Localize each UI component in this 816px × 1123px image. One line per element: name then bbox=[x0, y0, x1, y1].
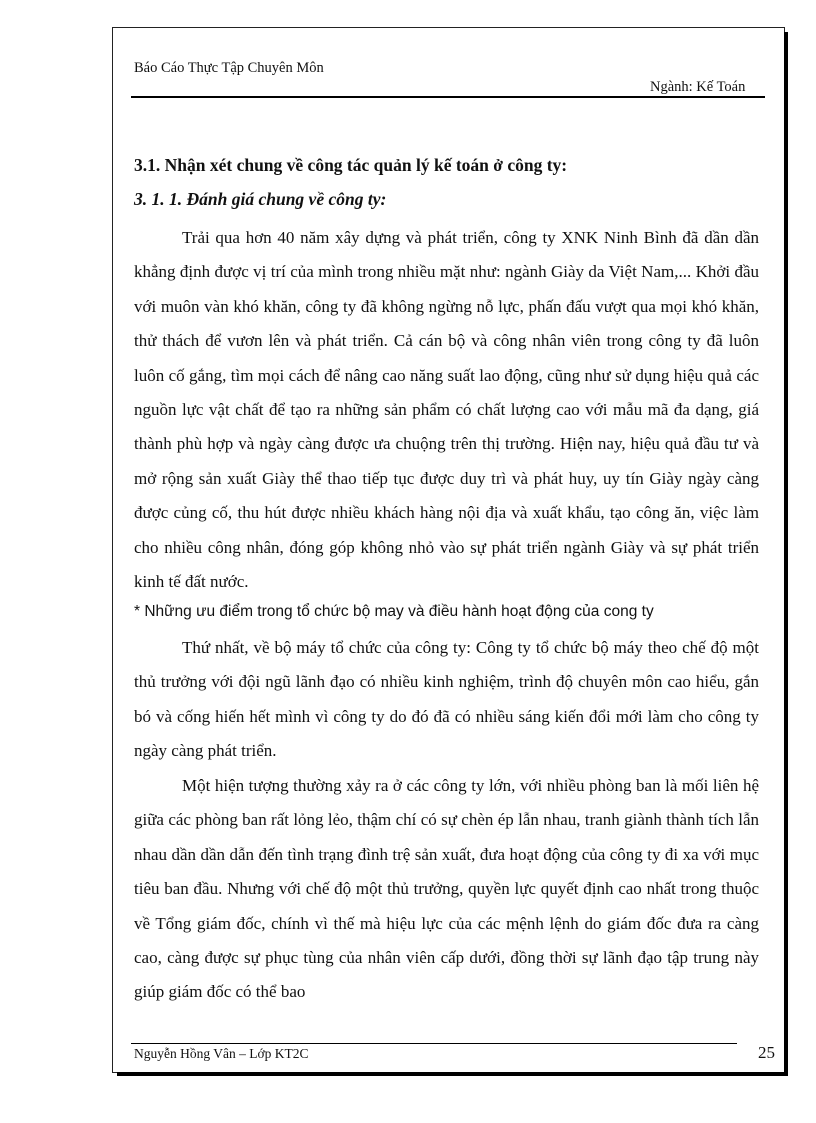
section-heading: 3.1. Nhận xét chung về công tác quản lý kế toán ở công ty: bbox=[134, 155, 568, 175]
paragraph-overview: Trải qua hơn 40 năm xây dựng và phát triển, công ty XNK Ninh Bình đã dần dần khẳng định được vị trí của mình trong nhiều mặt như: ngành Giày da Việt Nam,... Khởi đầu với muôn vàn khó khăn, công ty đã không ngừng nỗ lực, phấn đấu vượt qua mọi khó khăn, thử thách để vươn lên và phát triển. Cả cán bộ và công nhân viên trong công ty đã luôn luôn cố gắng, tìm mọi cách để nâng cao năng suất lao động, cũng như sử dụng hiệu quả các nguồn lực vật chất để tạo ra những sản phẩm có chất lượng cao với mẫu mã đa dạng, giá thành phù hợp và ngày càng được ưa chuộng trên thị trường. Hiện nay, hiệu quả đầu tư và mở rộng sản xuất Giày thể thao tiếp tục được duy trì và phát huy, uy tín Giày ngày càng được củng cố, thu hút được nhiều khách hàng nội địa và xuất khẩu, tạo công ăn, việc làm cho nhiều công nhân, đóng góp không nhỏ vào sự phát triển ngành Giày và sự phát triển kinh tế đất nước. bbox=[134, 228, 759, 592]
footer-author: Nguyễn Hồng Vân – Lớp KT2C bbox=[134, 1046, 309, 1061]
header-department: Ngành: Kế Toán bbox=[650, 79, 746, 95]
page-number: 25 bbox=[758, 1043, 775, 1062]
section-subheading: 3. 1. 1. Đánh giá chung về công ty: bbox=[134, 189, 387, 209]
paragraph-management: Một hiện tượng thường xảy ra ở các công ty lớn, với nhiều phòng ban là mối liên hệ giữa các phòng ban rất lỏng lẻo, thậm chí có sự chèn ép lẫn nhau, tranh giành thành tích lẫn nhau dần dần dẫn đến tình trạng đình trệ sản xuất, đưa hoạt động của công ty đi xa với mục tiêu ban đầu. Nhưng với chế độ một thủ trưởng, quyền lực quyết định cao nhất trong thuộc về Tổng giám đốc, chính vì thế mà hiệu lực của các mệnh lệnh do giám đốc đưa ra càng cao, càng được sự phục tùng của nhân viên cấp dưới, đồng thời sự lãnh đạo tập trung này giúp giám đốc có thể bao bbox=[134, 776, 759, 1002]
header-report-title: Báo Cáo Thực Tập Chuyên Môn bbox=[134, 60, 324, 76]
footer-divider bbox=[131, 1043, 737, 1044]
paragraph-organization: Thứ nhất, về bộ máy tổ chức của công ty: Công ty tổ chức bộ máy theo chế độ một thủ trưởng với đội ngũ lãnh đạo có nhiều kinh nghiệm, trình độ chuyên môn cao hiểu, gắn bó và cống hiến hết mình vì công ty do đó đã có nhiều sáng kiến đổi mới làm cho công ty ngày càng phát triển. bbox=[134, 638, 759, 761]
header-divider bbox=[131, 96, 765, 98]
bullet-advantages: * Những ưu điểm trong tổ chức bộ may và điều hành hoạt động của cong ty bbox=[134, 603, 654, 620]
